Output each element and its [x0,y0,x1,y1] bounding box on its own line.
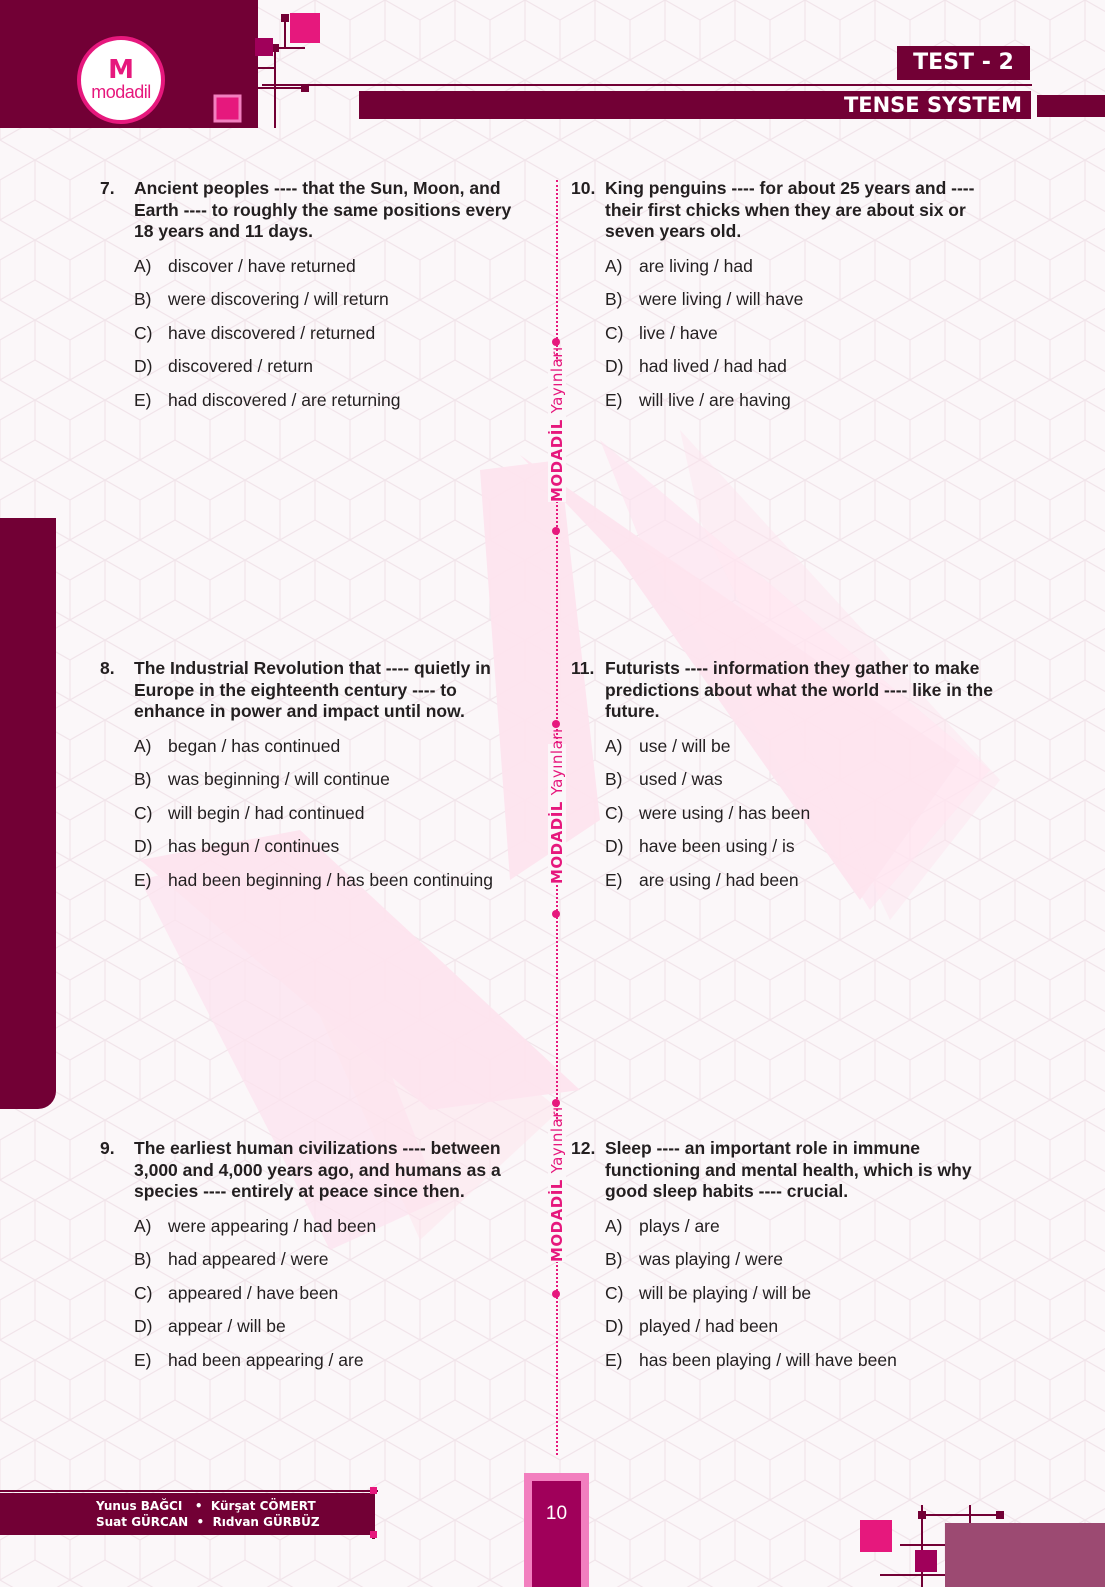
option-letter: A) [605,735,623,756]
answer-option[interactable] [134,288,530,322]
option-text: was beginning / will continue [168,769,390,789]
footer-authors [96,1498,320,1530]
logo-mark: M [108,55,134,85]
question-stem [571,178,1011,243]
option-letter: D) [605,836,624,856]
answer-options [571,735,1011,903]
answer-option[interactable] [605,835,1011,869]
divider-publisher-label: MODADİL Yayınları [548,346,566,502]
option-letter: B) [605,769,623,789]
option-text: plays / are [639,1215,720,1236]
header-circuit-decoration [185,8,335,133]
question-11 [571,658,1011,902]
header-rule [262,84,1032,86]
option-text: had lived / had had [639,356,787,376]
author-separator: • [196,1515,205,1529]
option-letter: B) [134,1249,152,1269]
answer-options [100,1215,530,1383]
answer-options [571,1215,1011,1383]
answer-option[interactable] [605,768,1011,802]
option-text: appeared / have been [168,1282,339,1303]
answer-option[interactable] [134,355,530,389]
option-letter: D) [134,836,153,856]
author-name: Kürşat CÖMERT [210,1499,316,1513]
option-text: will live / are having [639,389,791,410]
option-letter: B) [605,289,623,309]
option-text: began / has continued [168,735,341,756]
answer-option[interactable] [605,255,1011,289]
answer-options [100,735,530,903]
question-text: The earliest human civilizations ---- between 3,000 and 4,000 years ago, and humans as a species ---- entirely at peace since then. [134,1138,501,1201]
question-9 [100,1138,530,1382]
author-name: Suat GÜRCAN [96,1515,189,1529]
question-stem [571,658,1011,723]
divider-dot [552,338,560,346]
answer-option[interactable] [134,869,530,903]
option-letter: E) [605,869,623,890]
option-text: had discovered / are returning [168,389,401,410]
divider-dot [552,720,560,728]
option-letter: A) [605,1215,623,1236]
option-letter: A) [134,1215,152,1236]
option-letter: B) [134,289,152,309]
option-text: are living / had [639,255,753,276]
question-7 [100,178,530,422]
answer-option[interactable] [605,802,1011,836]
question-10 [571,178,1011,422]
answer-option[interactable] [605,1215,1011,1249]
option-text: will begin / had continued [168,802,365,823]
answer-option[interactable] [605,1282,1011,1316]
divider-dot [552,1290,560,1298]
answer-option[interactable] [134,1282,530,1316]
option-text: discover / have returned [168,255,356,276]
answer-option[interactable] [134,802,530,836]
answer-option[interactable] [134,322,530,356]
option-letter: B) [605,1249,623,1269]
option-text: discovered / return [168,356,313,376]
answer-option[interactable] [134,389,530,423]
answer-option[interactable] [605,735,1011,769]
option-text: have discovered / returned [168,322,376,343]
footer-rule [0,1490,378,1492]
answer-option[interactable] [134,1215,530,1249]
footer-corner-block [945,1523,1105,1587]
option-text: had appeared / were [168,1249,329,1269]
option-text: were living / will have [639,289,804,309]
page-number: 10 [545,1503,568,1524]
answer-option[interactable] [605,288,1011,322]
option-text: were discovering / will return [168,289,389,309]
option-letter: D) [134,1316,153,1336]
question-text: King penguins ---- for about 25 years and ---- their first chicks when they are about six or seven years old. [605,178,975,241]
answer-option[interactable] [605,869,1011,903]
option-text: played / had been [639,1316,779,1336]
question-number: 7. [100,178,115,198]
option-letter: C) [605,1282,624,1303]
option-text: was playing / were [639,1249,783,1269]
option-letter: A) [605,255,623,276]
question-stem [100,178,530,243]
publisher-logo [77,36,165,124]
option-letter: D) [605,356,624,376]
option-letter: D) [134,356,153,376]
option-letter: E) [134,389,152,410]
question-text: Sleep ---- an important role in immune functioning and mental health, which is why good sleep habits ---- crucial. [605,1138,972,1201]
option-text: live / have [639,322,718,343]
option-letter: E) [134,869,152,890]
answer-options [571,255,1011,423]
option-letter: C) [605,802,624,823]
option-text: had been beginning / has been continuing [168,869,493,890]
answer-options [100,255,530,423]
page-number-box [532,1481,581,1587]
option-letter: E) [134,1349,152,1370]
question-stem [571,1138,1011,1203]
divider-publisher-label: MODADİL Yayınları [548,728,566,884]
question-text: Futurists ---- information they gather to make predictions about what the world ---- like in the future. [605,658,993,721]
divider-dot [552,527,560,535]
author-separator: • [194,1499,203,1513]
answer-option[interactable] [605,355,1011,389]
answer-option[interactable] [605,1248,1011,1282]
option-letter: E) [605,389,623,410]
question-12 [571,1138,1011,1382]
question-number: 9. [100,1138,115,1158]
question-text: Ancient peoples ---- that the Sun, Moon, and Earth ---- to roughly the same positions every 18 years and 11 days. [134,178,512,241]
option-letter: B) [134,769,152,789]
answer-option[interactable] [134,1349,530,1383]
answer-option[interactable] [134,835,530,869]
option-letter: E) [605,1349,623,1370]
answer-option[interactable] [605,1349,1011,1383]
divider-publisher-label: MODADİL Yayınları [548,1106,566,1262]
answer-option[interactable] [134,255,530,289]
answer-option[interactable] [134,735,530,769]
option-letter: A) [134,255,152,276]
option-letter: C) [605,322,624,343]
question-number: 8. [100,658,115,678]
option-text: were appearing / had been [168,1215,377,1236]
option-text: has been playing / will have been [639,1349,897,1370]
question-8 [100,658,530,902]
answer-option[interactable] [605,1315,1011,1349]
option-text: use / will be [639,735,731,756]
option-text: will be playing / will be [639,1282,812,1303]
topic-title: TENSE SYSTEM [843,93,1022,117]
question-stem [100,1138,530,1203]
option-letter: C) [134,322,153,343]
divider-dot [552,910,560,918]
logo-wordmark: modadil [91,82,151,102]
footer-bar-cap [368,1487,380,1539]
answer-option[interactable] [605,389,1011,423]
option-letter: C) [134,802,153,823]
answer-option[interactable] [134,768,530,802]
option-letter: C) [134,1282,153,1303]
option-text: appear / will be [168,1316,286,1336]
question-number: 12. [571,1138,596,1158]
option-text: used / was [639,769,723,789]
question-number: 11. [571,658,595,678]
answer-option[interactable] [134,1248,530,1282]
option-text: have been using / is [639,836,795,856]
side-tab [0,518,56,1109]
option-text: are using / had been [639,869,799,890]
header-band-right [1037,95,1105,117]
test-badge: TEST - 2 [897,46,1030,80]
option-text: has begun / continues [168,836,340,856]
answer-option[interactable] [134,1315,530,1349]
question-stem [100,658,530,723]
option-text: had been appearing / are [168,1349,364,1370]
answer-option[interactable] [605,322,1011,356]
option-letter: D) [605,1316,624,1336]
author-name: Yunus BAĞCI [96,1499,183,1513]
option-text: were using / has been [639,802,811,823]
option-letter: A) [134,735,152,756]
question-text: The Industrial Revolution that ---- quietly in Europe in the eighteenth century ---- to enhance in power and impact until now. [134,658,491,721]
question-number: 10. [571,178,596,198]
author-name: Rıdvan GÜRBÜZ [212,1515,320,1529]
